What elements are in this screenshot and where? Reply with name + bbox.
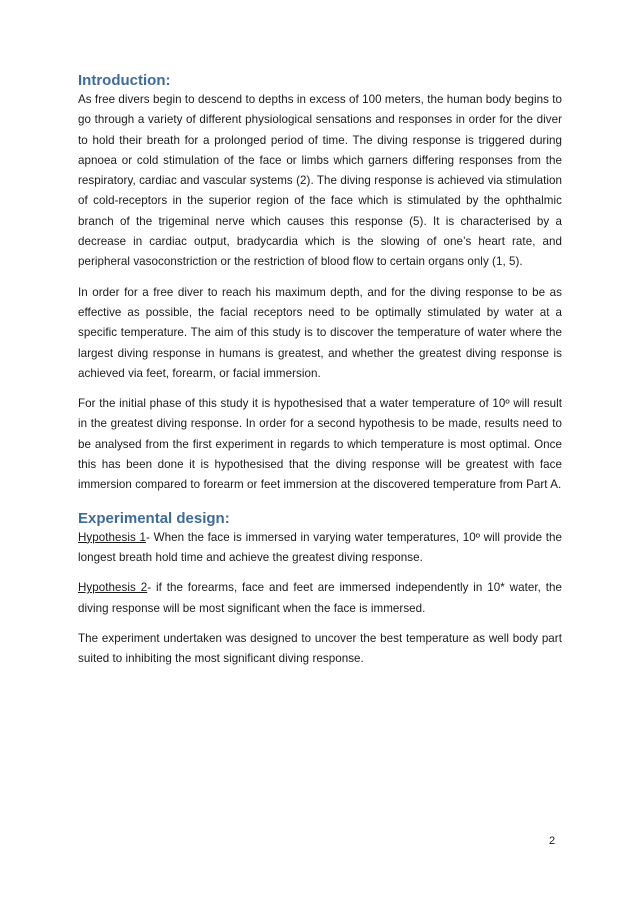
hypothesis-1-paragraph — [78, 528, 562, 569]
experiment-closing-paragraph: The experiment undertaken was designed to uncover the best temperature as well body part suited to inhibiting the most significant diving response. — [78, 631, 562, 666]
page-number: 2 — [549, 835, 556, 847]
introduction-heading: Introduction: — [78, 72, 171, 89]
intro-paragraph-2: In order for a free diver to reach his maximum depth, and for the diving response to be as effective as possible, the facial receptors need to be optimally stimulated by water at a specific temperature. The aim of this study is to discover the temperature of water where the largest diving response in humans is greatest, and whether the greatest diving response is achieved via feet, forearm, or facial immersion. — [78, 285, 562, 380]
intro-paragraph-1: As free divers begin to descend to depths in excess of 100 meters, the human body begins to go through a variety of different physiological sensations and responses in order for the diver to hold their breath for a prolonged period of time. The diving response is triggered during apnoea or cold stimulation of the face or limbs which garners differing responses from the respiratory, cardiac and vascular systems (2). The diving response is achieved via stimulation of cold-receptors in the superior region of the face which is stimulated by the ophthalmic branch of the trigeminal nerve which causes this response (5). It is characterised by a decrease in cardiac output, bradycardia which is the slowing of one’s heart rate, and peripheral vasoconstriction or the restriction of blood flow to certain organs only (1, 5). — [78, 93, 562, 269]
hypothesis-2-paragraph — [78, 578, 562, 619]
hypothesis-2-label: Hypothesis 2 — [78, 581, 148, 595]
document-page — [78, 0, 562, 679]
hypothesis-1-label: Hypothesis 1 — [78, 530, 147, 544]
intro-paragraph-3: For the initial phase of this study it is hypothesised that a water temperature of 10º will result in the greatest diving response. In order for a second hypothesis to be made, results need to be analysed from the first experiment in regards to which temperature is most optimal. Once this has been done it is hypothesised that the diving response will be greatest with face immersion compared to forearm or feet immersion at the discovered temperature from Part A. — [78, 397, 562, 492]
hypothesis-1-text: - When the face is immersed in varying water temperatures, 10º will provide the longest breath hold time and achieve the greatest diving response. — [78, 530, 562, 564]
hypothesis-2-text: - if the forearms, face and feet are immersed independently in 10* water, the diving response will be most significant when the face is immersed. — [78, 581, 563, 615]
experimental-design-heading: Experimental design: — [78, 509, 230, 527]
